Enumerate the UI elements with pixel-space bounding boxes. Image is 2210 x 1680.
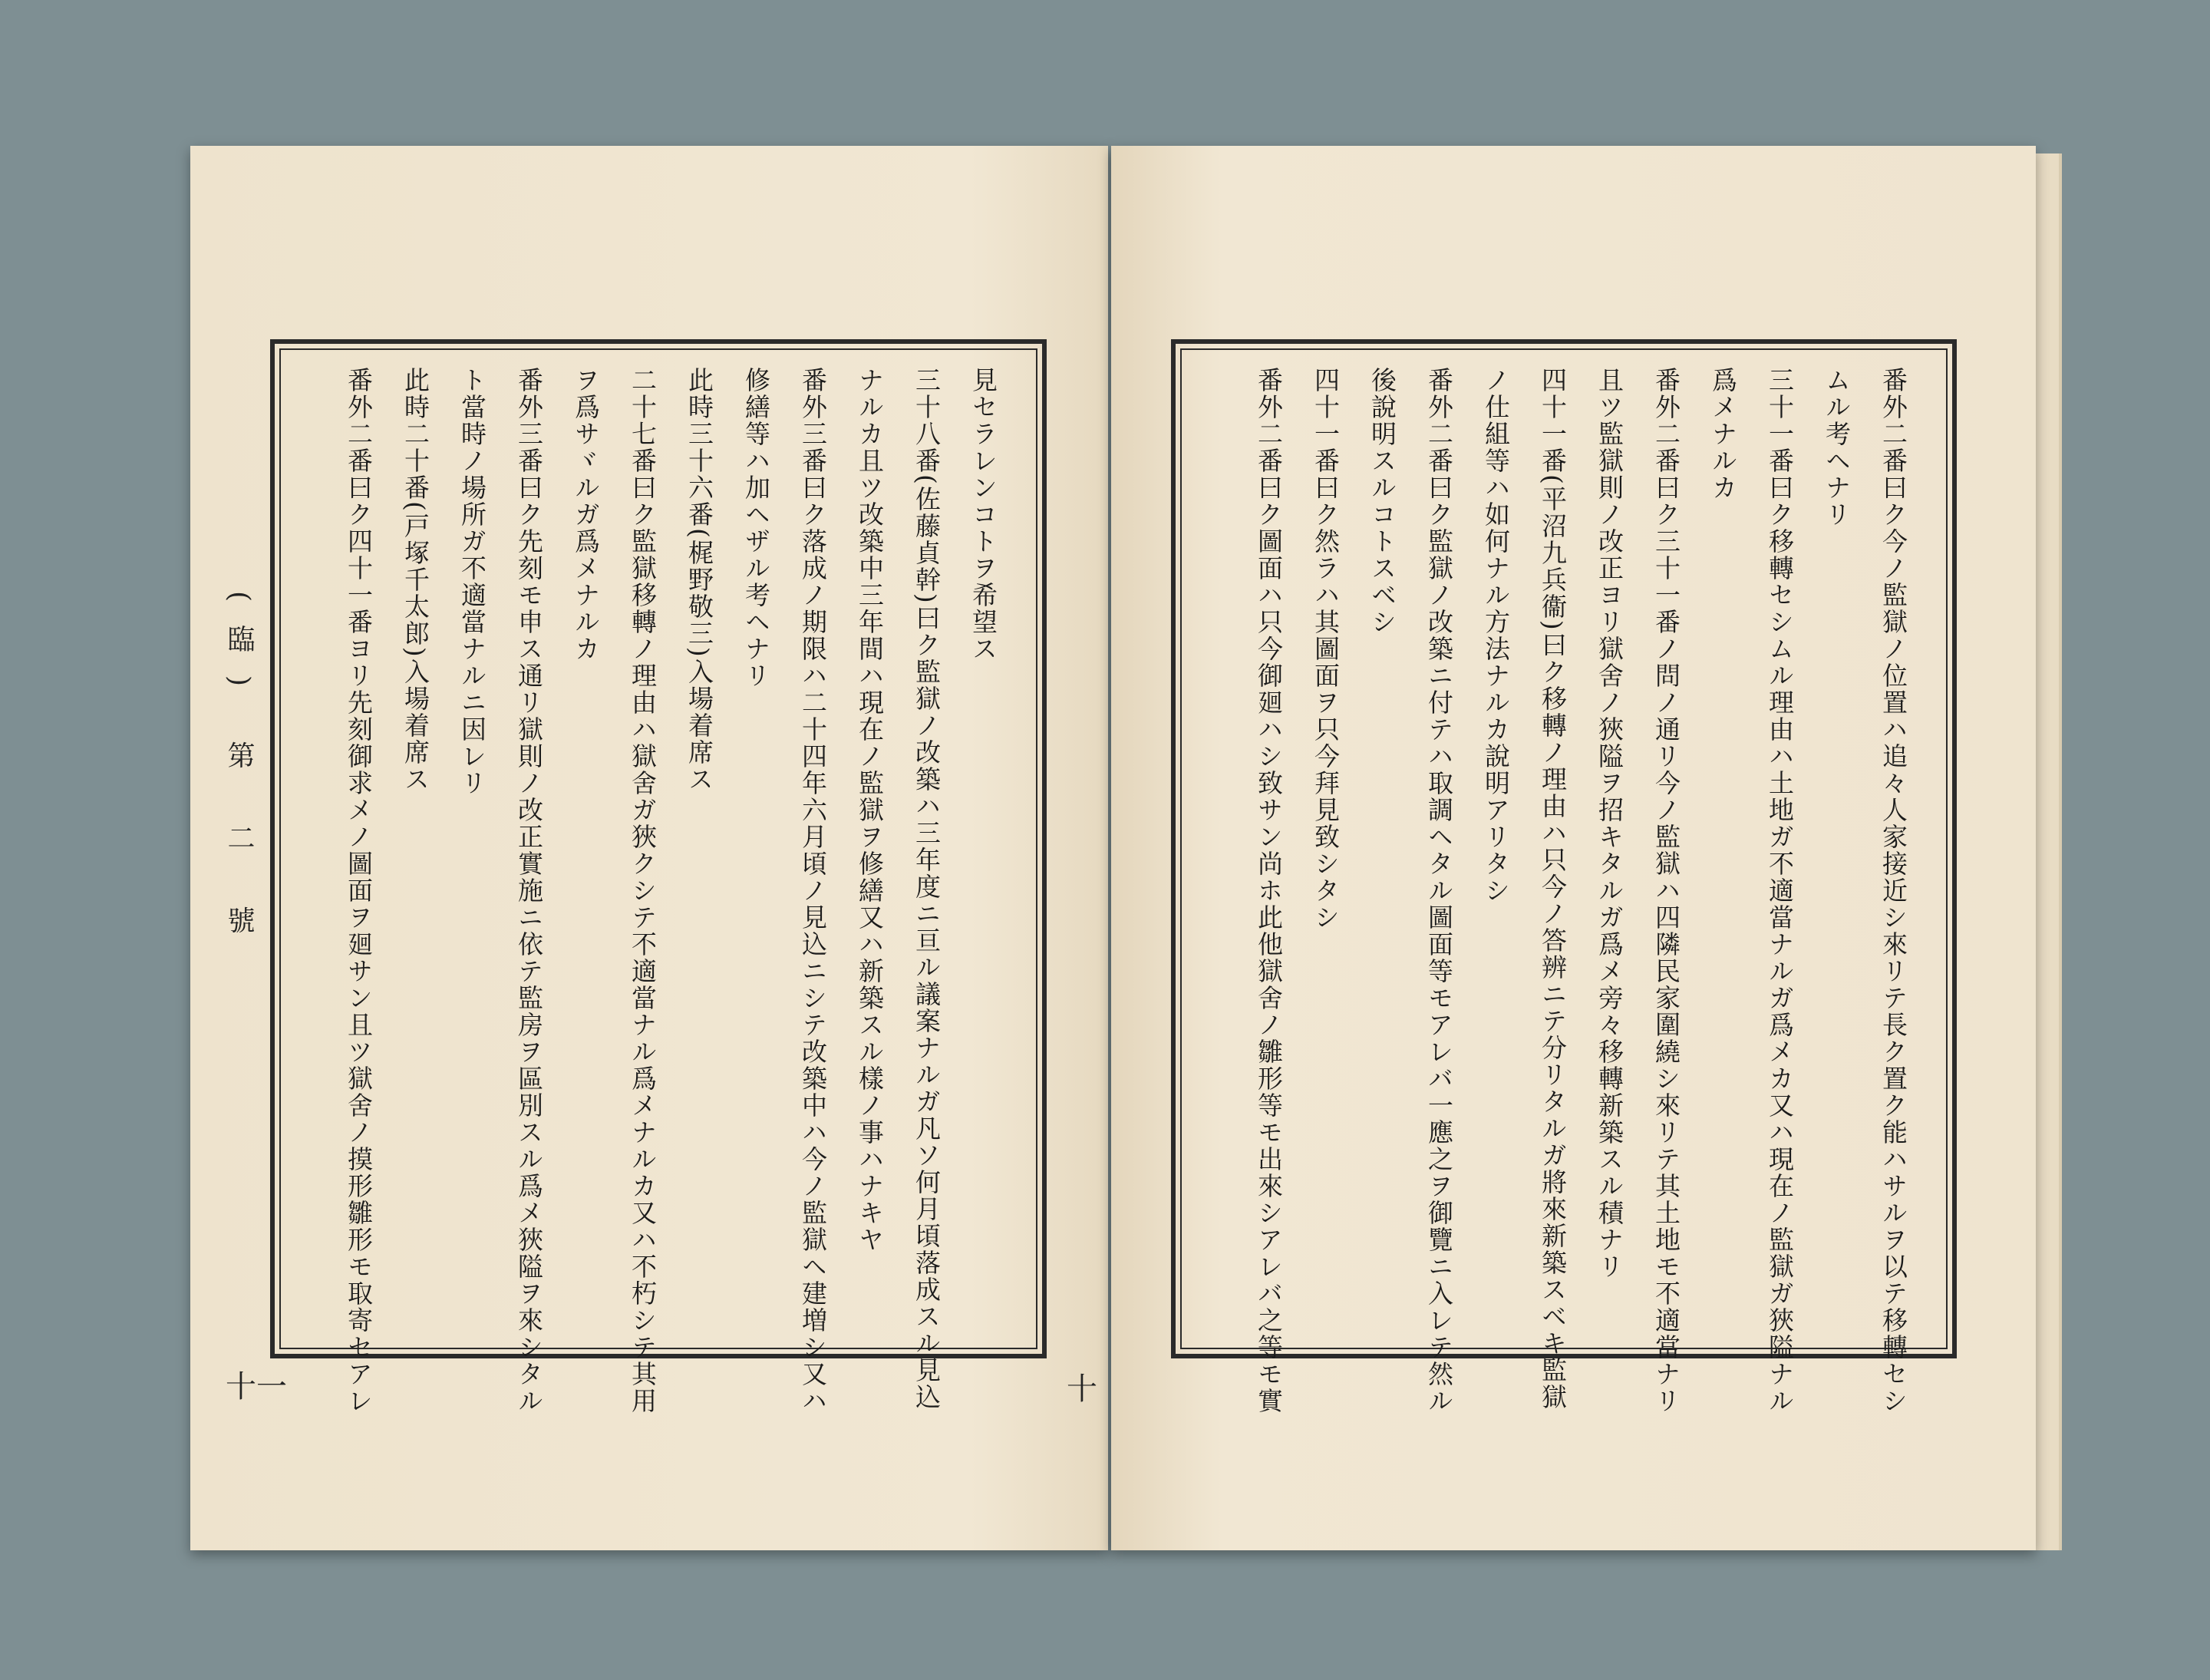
left-text-frame (270, 339, 1047, 1414)
text-column: 見セラレンコトヲ希望ス (968, 367, 998, 662)
text-column: 番外二番曰ク今ノ監獄ノ位置ハ追々人家接近シ來リテ長ク置ク能ハサルヲ以テ移轉セシ (1879, 367, 1908, 1414)
text-column: 修繕等ハ加ヘザル考ヘナリ (741, 367, 771, 689)
text-column: 且ツ監獄則ノ改正ヨリ獄舍ノ狹隘ヲ招キタルガ爲メ旁々移轉新築スル積ナリ (1595, 367, 1625, 1280)
left-page-number: 十一 (226, 1369, 287, 1404)
text-column: 番外三番曰ク先刻モ申ス通リ獄則ノ改正實施ニ依テ監房ヲ區別スル爲メ狹隘ヲ來シタル (514, 367, 544, 1414)
text-column: ト當時ノ場所ガ不適當ナルニ因レリ (457, 367, 487, 797)
text-column: ムル考ヘナリ (1822, 367, 1852, 528)
text-column: ノ仕組等ハ如何ナル方法ナルカ說明アリタシ (1481, 367, 1511, 904)
right-page-number: 十 (1067, 1371, 1097, 1407)
text-column: 番外二番曰ク監獄ノ改築ニ付テハ取調ヘタル圖面等モアレバ一應之ヲ御覽ニ入レテ然ル (1424, 367, 1454, 1414)
text-column: 番外三番曰ク落成ノ期限ハ二十四年六月頃ノ見込ニシテ改築中ハ今ノ監獄ヘ建増シ又ハ (798, 367, 828, 1414)
right-text-frame (1171, 339, 1957, 1414)
text-column: 三十一番曰ク移轉セシムル理由ハ土地ガ不適當ナルガ爲メカ又ハ現在ノ監獄ガ狹隘ナル (1765, 367, 1795, 1414)
left-text-columns (305, 367, 1011, 1414)
text-column: 四十一番(平沼九兵衞)曰ク移轉ノ理由ハ只今ノ答辨ニテ分リタルガ將來新築スベキ監獄 (1538, 367, 1568, 1411)
text-column: ヲ爲サヾルガ爲メナルカ (571, 367, 601, 662)
left-page-header: (臨) 第 二 號 (223, 591, 255, 957)
text-column: 三十八番(佐藤貞幹)曰ク監獄ノ改築ハ三年度ニ亘ル議案ナルガ凡ソ何月頃落成スル見込 (912, 367, 942, 1411)
text-column: 四十一番曰ク然ラハ其圖面ヲ只今拜見致シタシ (1311, 367, 1341, 931)
text-column: 此時二十番(戸塚千太郎)入場着席ス (401, 367, 430, 793)
text-column: 爲メナルカ (1708, 367, 1738, 501)
right-text-columns (1206, 367, 1921, 1414)
text-column: 此時三十六番(梶野敬三)入場着席ス (684, 367, 714, 793)
text-column: 後說明スルコトスベシ (1367, 367, 1397, 635)
text-column: ナルカ且ツ改築中三年間ハ現在ノ監獄ヲ修繕又ハ新築スル樣ノ事ハナキヤ (855, 367, 885, 1253)
text-column: 番外二番曰ク三十一番ノ問ノ通リ今ノ監獄ハ四隣民家圍繞シ來リテ其土地モ不適當ナリ (1651, 367, 1681, 1414)
open-book (183, 138, 2040, 1558)
text-column: 番外二番曰ク四十一番ヨリ先刻御求メノ圖面ヲ廻サン且ツ獄舍ノ摸形雛形モ取寄セアレ (344, 367, 374, 1414)
text-column: 番外二番曰ク圖面ハ只今御廻ハシ致サン尚ホ此他獄舍ノ雛形等モ出來シアレバ之等モ實 (1254, 367, 1284, 1414)
text-column: 二十七番曰ク監獄移轉ノ理由ハ獄舍ガ狹クシテ不適當ナル爲メナルカ又ハ不朽シテ其用 (628, 367, 658, 1414)
